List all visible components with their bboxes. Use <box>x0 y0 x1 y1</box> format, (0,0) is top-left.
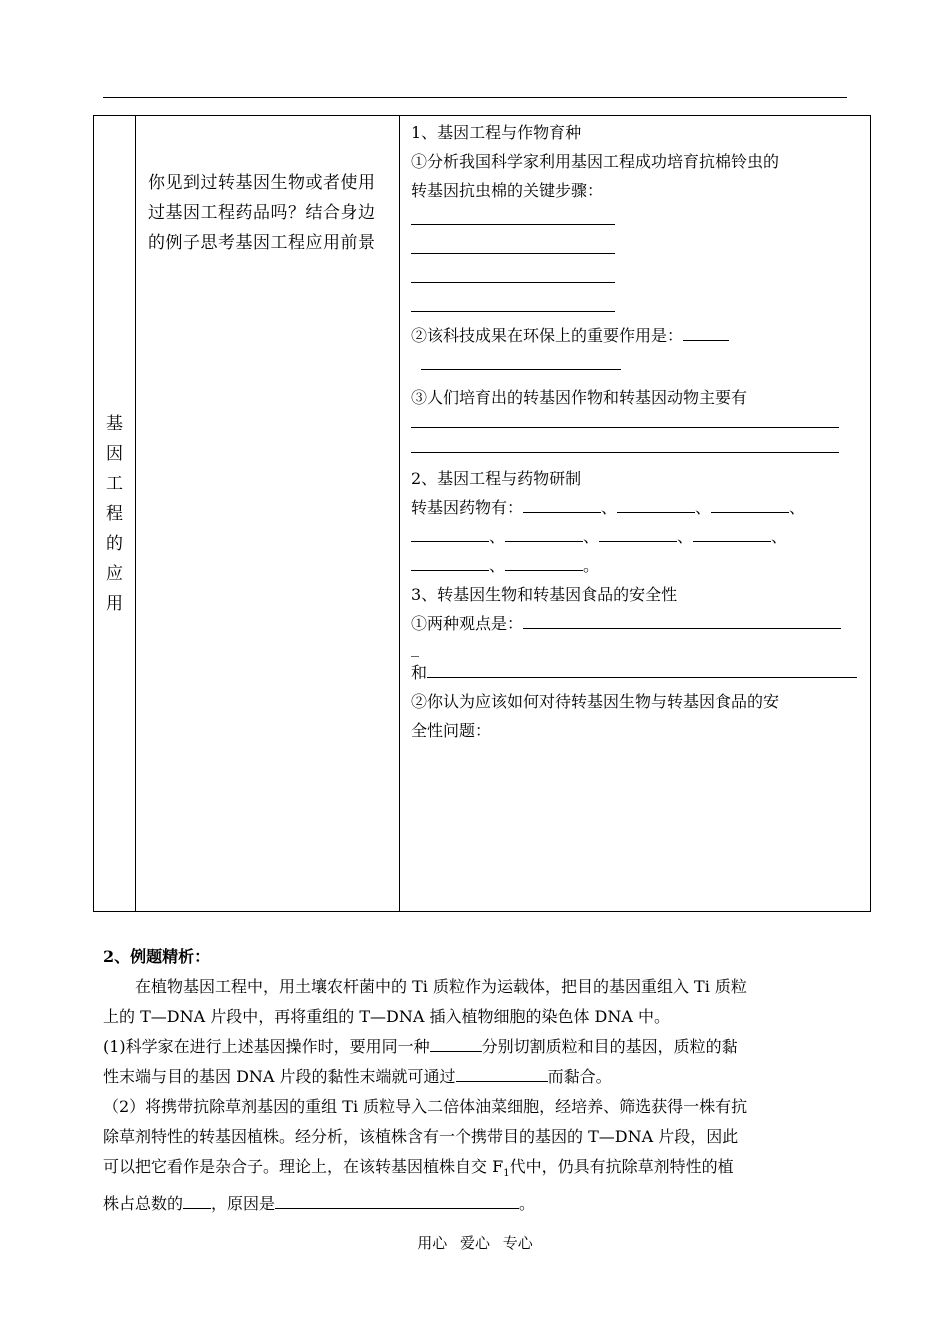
s3-dash: _ <box>411 638 419 657</box>
example-heading: 2、例题精析： <box>103 947 211 966</box>
header-rule <box>103 97 847 98</box>
example-p1-line2: 上的 T—DNA 片段中，再将重组的 T—DNA 插入植物细胞的染色体 DNA 中。 <box>103 1007 671 1026</box>
answer-blank[interactable] <box>411 409 839 428</box>
example-q1-line1: (1)科学家在进行上述基因操作时，要用同一种 分别切割质粒和目的基因，质粒的黏 <box>103 1032 853 1062</box>
s1-q1-line1: ①分析我国科学家利用基因工程成功培育抗棉铃虫的 <box>411 152 780 171</box>
answer-blank[interactable] <box>456 1064 548 1082</box>
answer-blank[interactable] <box>411 434 839 453</box>
answer-blank[interactable] <box>427 659 857 678</box>
answer-blank[interactable] <box>421 351 621 370</box>
s1-q3: ③人们培育出的转基因作物和转基因动物主要有 <box>411 388 748 407</box>
answer-blank[interactable] <box>523 494 601 513</box>
answer-blank[interactable] <box>523 610 841 629</box>
side-title-cell <box>94 116 136 912</box>
s1-q2: ②该科技成果在环保上的重要作用是： <box>411 326 684 345</box>
s3-q2-line2: 全性问题： <box>411 721 492 740</box>
answer-blank[interactable] <box>411 206 615 225</box>
answer-blank[interactable] <box>411 552 489 571</box>
example-q2-line4: 株占总数的 ，原因是 。 <box>103 1189 853 1219</box>
example-q2-line2: 除草剂特性的转基因植株。经分析，该植株含有一个携带目的基因的 T—DNA 片段，因此 <box>103 1127 739 1146</box>
answer-blank[interactable] <box>683 322 729 341</box>
answer-blank[interactable] <box>505 523 583 542</box>
answer-blank[interactable] <box>411 293 615 312</box>
s3-q1: ①两种观点是： <box>411 614 524 633</box>
answer-cell: 1、基因工程与作物育种 ①分析我国科学家利用基因工程成功培育抗棉铃虫的 转基因抗虫棉的关键步骤： ②该科技成果在环保上的重要作用是： ③人们培育出的转基因作物和转基因动物主要有 2、基因工程与药物研制 转基因药物有： 、 、 、 、 、 、 、 、 。 3、转基因生物和转基因食品的安全性 ①两种观点是： _ 和 ②你认为应该如何对待转基因生物与转基因食品的安 全性问题： <box>400 116 871 912</box>
page-footer: 用心 爱心 专心 <box>417 1234 533 1252</box>
worksheet-table <box>93 115 871 912</box>
answer-blank[interactable] <box>275 1191 519 1209</box>
example-q2-line1: （2）将携带抗除草剂基因的重组 Ti 质粒导入二倍体油菜细胞，经培养、筛选获得一株有抗 <box>103 1097 748 1116</box>
question-text: 你见到过转基因生物或者使用过基因工程药品吗？结合身边的例子思考基因工程应用前景 <box>148 173 376 253</box>
s3-and: 和 <box>411 663 428 682</box>
section2-title: 2、基因工程与药物研制 <box>411 469 582 488</box>
answer-blank[interactable] <box>599 523 677 542</box>
section1-title: 1、基因工程与作物育种 <box>411 123 582 142</box>
example-q2-line3: 可以把它看作是杂合子。理论上，在该转基因植株自交 $F_1$代中，仍具有抗除草剂特性的植 <box>103 1157 734 1180</box>
answer-blank[interactable] <box>711 494 789 513</box>
answer-blank[interactable] <box>183 1191 211 1209</box>
s3-q2-line1: ②你认为应该如何对待转基因生物与转基因食品的安 <box>411 692 780 711</box>
answer-blank[interactable] <box>505 552 583 571</box>
s1-q1-line2: 转基因抗虫棉的关键步骤： <box>411 181 604 200</box>
example-p1-line1: 在植物基因工程中，用土壤农杆菌中的 Ti 质粒作为运载体，把目的基因重组入 Ti 质粒 <box>135 977 747 996</box>
example-section <box>103 942 853 1219</box>
question-cell <box>136 116 400 912</box>
answer-blank[interactable] <box>411 523 489 542</box>
s2-prefix: 转基因药物有： <box>411 498 524 517</box>
example-q1-line2: 性末端与目的基因 DNA 片段的黏性末端就可通过 而黏合。 <box>103 1062 853 1092</box>
answer-blank[interactable] <box>411 235 615 254</box>
section3-title: 3、转基因生物和转基因食品的安全性 <box>411 585 678 604</box>
answer-blank[interactable] <box>693 523 771 542</box>
side-title: 基 因 工 程 的 应 用 <box>106 413 123 614</box>
answer-blank[interactable] <box>411 264 615 283</box>
answer-blank[interactable] <box>617 494 695 513</box>
answer-blank[interactable] <box>430 1034 482 1052</box>
